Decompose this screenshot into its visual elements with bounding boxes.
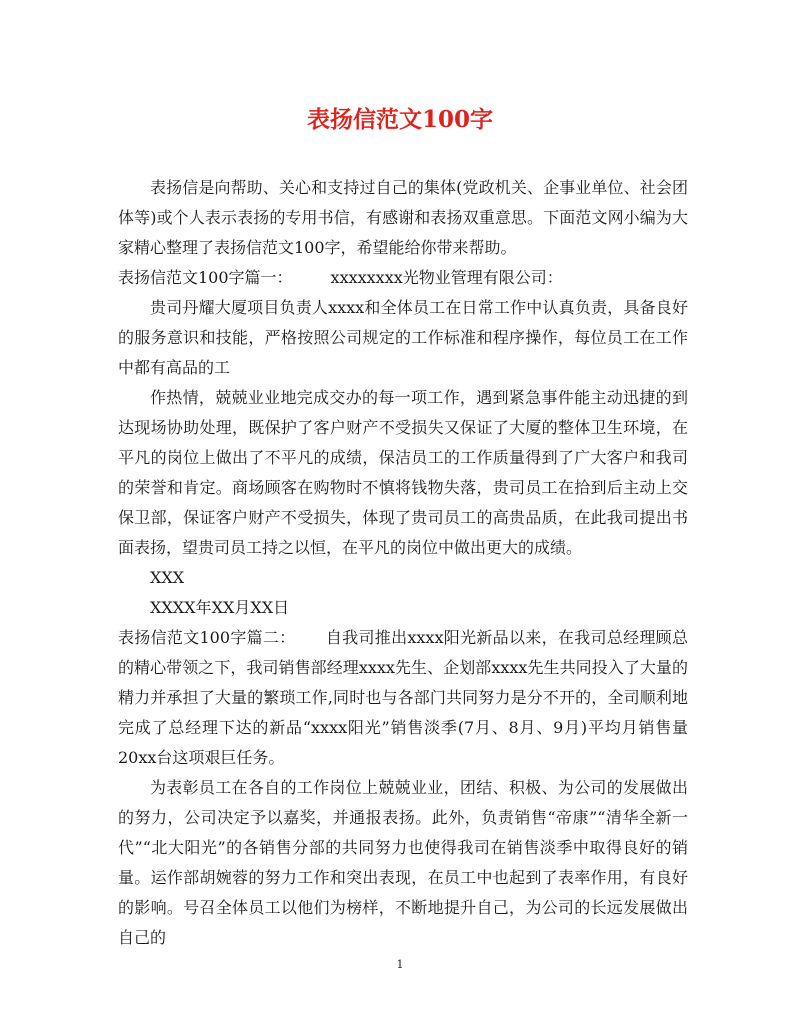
signature-line: XXX	[150, 568, 185, 587]
page-number: 1	[396, 958, 404, 971]
section-one-heading	[118, 263, 688, 293]
section-one-label: 表扬信范文100字篇一：	[118, 268, 293, 287]
intro-paragraph: 表扬信是向帮助、关心和支持过自己的集体(党政机关、企事业单位、社会团体等)或个人表示表扬的专用书信，有感谢和表扬双重意思。下面范文网小编为大家精心整理了表扬信范文100字，希望能给你带来帮助。	[118, 178, 688, 257]
section-two-opening-text: 自我司推出xxxx阳光新品以来，在我司总经理顾总的精心带领之下，我司销售部经理xxxx先生、企划部xxxx先生共同投入了大量的精力并承担了大量的繁琐工作,同时也与各部门共同努力是分不开的，全司顺利地完成了总经理下达的新品“xxxx阳光”销售淡季(7月、8月、9月)平均月销售量20xx台这项艰巨任务。	[118, 628, 688, 767]
section-two-label: 表扬信范文100字篇二：	[118, 628, 296, 647]
section-one-paragraph-2: 作热情，兢兢业业地完成交办的每一项工作，遇到紧急事件能主动迅捷的到达现场协助处理，既保护了客户财产不受损失又保证了大厦的整体卫生环境，在平凡的岗位上做出了不平凡的成绩，保洁员工的工作质量得到了广大客户和我司的荣誉和肯定。商场顾客在购物时不慎将钱物失落，贵司员工在拾到后主动上交保卫部，保证客户财产不受损失，体现了贵司员工的高贵品质，在此我司提出书面表扬，望贵司员工持之以恒，在平凡的岗位中做出更大的成绩。	[118, 388, 688, 557]
document-body	[118, 173, 688, 953]
date-line: XXXX年XX月XX日	[150, 598, 290, 617]
section-two-paragraph-2: 为表彰员工在各自的工作岗位上兢兢业业，团结、积极、为公司的发展做出的努力，公司决定予以嘉奖，并通报表扬。此外，负责销售“帝康”“清华全新一代”“北大阳光”的各销售分部的共同努力也使得我司在销售淡季中取得良好的销量。运作部胡婉蓉的努力工作和突出表现，在员工中也起到了表率作用，有良好的影响。号召全体员工以他们为榜样，不断地提升自己，为公司的长远发展做出自己的	[118, 778, 688, 947]
section-one-paragraph-1: 贵司丹耀大厦项目负责人xxxx和全体员工在日常工作中认真负责，具备良好的服务意识和技能，严格按照公司规定的工作标准和程序操作，每位员工在工作中都有高品的工	[118, 298, 688, 377]
document-title: 表扬信范文100字	[306, 106, 493, 133]
section-two-paragraph-1	[118, 623, 688, 773]
section-one-recipient: xxxxxxxx光物业管理有限公司：	[330, 268, 563, 287]
